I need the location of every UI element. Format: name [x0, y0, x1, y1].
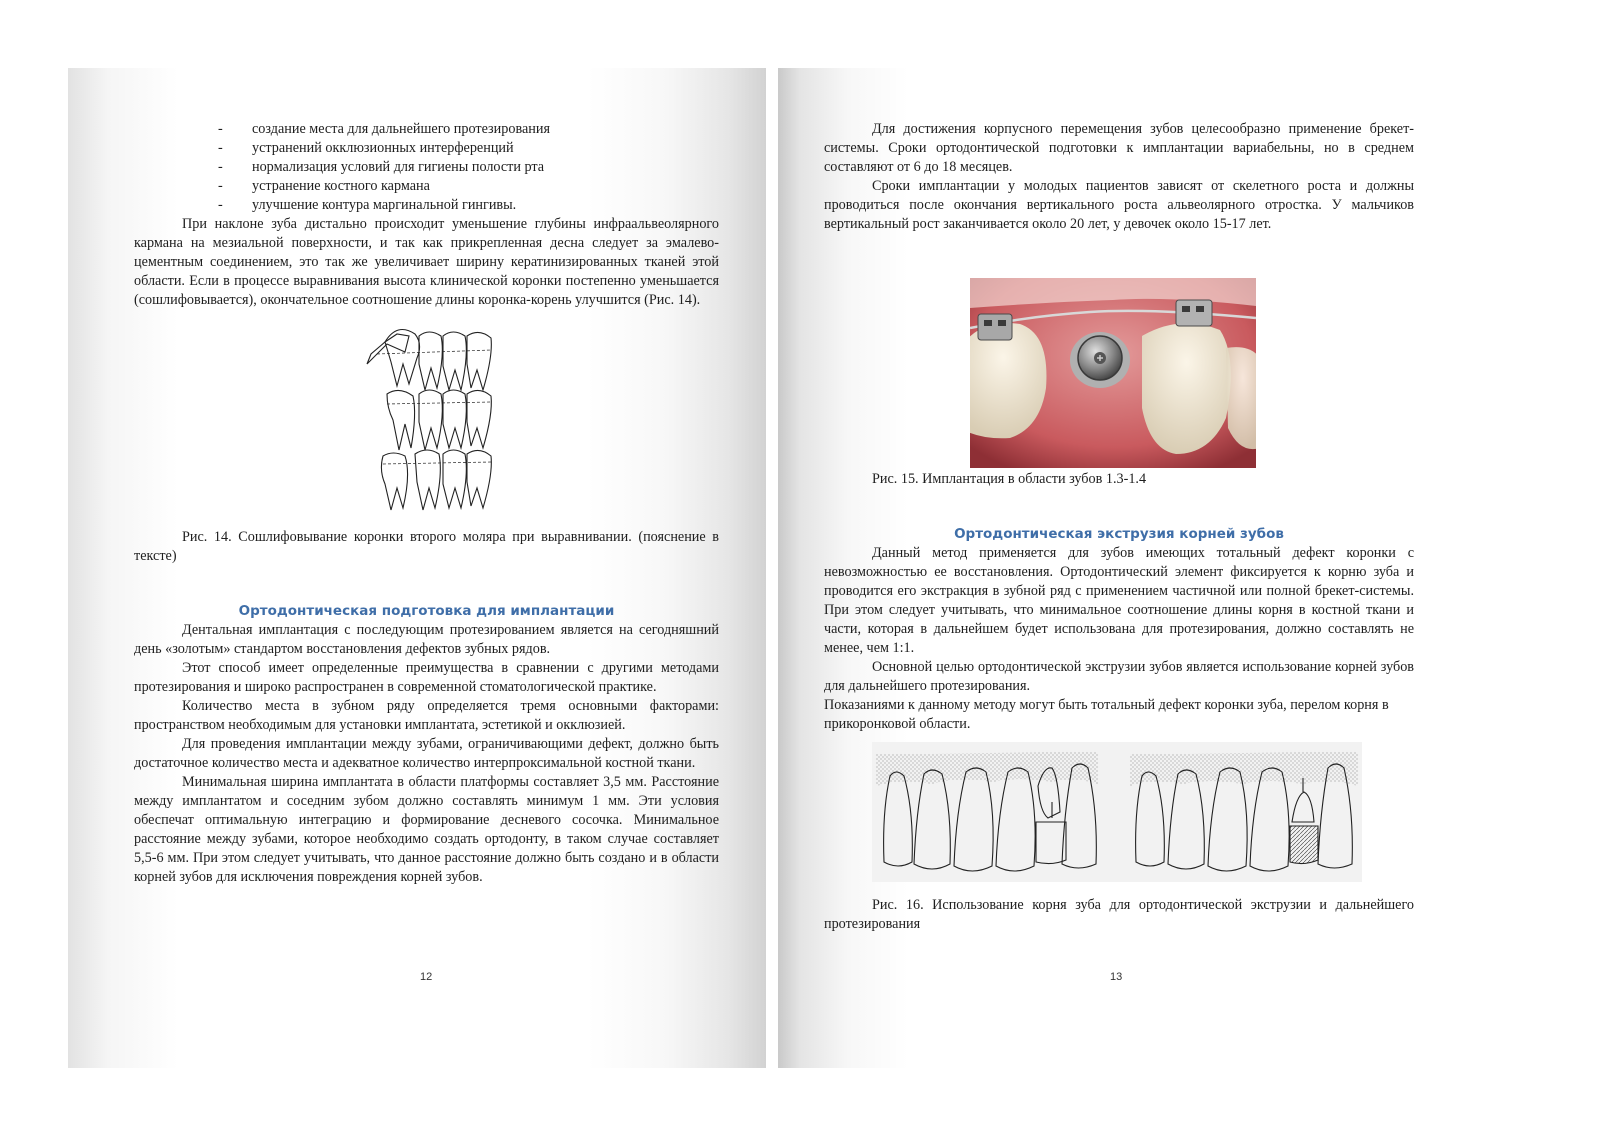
paragraph: При наклоне зуба дистально происходит уменьшение глубины инфраальвеолярного кармана на мезиальной поверхности, и так как прикрепленная десна следует за эмалево-цементным соединением, это так же увеличивает ширину кератинизированных тканей этой области. Если в процессе выравнивания высота клинической коронки постепенно уменьшается (сошлифовывается), окончательное соотношение длины коронка-корень улучшится (Рис. 14). [134, 216, 719, 308]
paragraph: Дентальная имплантация с последующим протезированием является на сегодняшний день «золотым» стандартом восстановления дефектов зубных рядов. [134, 622, 719, 657]
list-item: - нормализация условий для гигиены полости рта [218, 158, 719, 177]
list-item: - устранение костного кармана [218, 177, 719, 196]
figure-15-caption: Рис. 15. Имплантация в области зубов 1.3-1.4 [872, 471, 1147, 487]
paragraph: Для достижения корпусного перемещения зубов целесообразно применение брекет-системы. Сроки ортодонтической подготовки к имплантации вариабельны, но в среднем составляют от 6 до 18 месяцев. [824, 121, 1414, 175]
page-13 [778, 68, 1545, 1068]
page-number: 13 [1110, 971, 1123, 983]
figure-14-caption: Рис. 14. Сошлифовывание коронки второго моляра при выравнивании. (пояснение в тексте) [134, 529, 719, 564]
paragraph-indications: Показаниями к данному методу могут быть тотальный дефект коронки зуба, перелом корня в прикоронковой области. [824, 697, 1389, 732]
paragraph: Минимальная ширина имплантата в области платформы составляет 3,5 мм. Расстояние между имплантатом и соседним зубом должно составлять минимум 1 мм. Эти условия обеспечат оптимальную интеграцию и формирование десневого сосочка. Минимальное расстояние между зубами, которое необходимо создать ортодонту, в таком случае составляет 5,5-6 мм. При этом следует учитывать, что данное расстояние должно быть создано и в области корней зубов для исключения повреждения корней зубов. [134, 774, 719, 885]
page-number: 12 [420, 971, 433, 983]
figure-16-extrusion-diagram [872, 742, 1362, 882]
figure-14-molar-diagram [357, 324, 497, 514]
section-title-root-extrusion: Ортодонтическая экструзия корней зубов [954, 526, 1284, 542]
paragraph: Данный метод применяется для зубов имеющих тотальный дефект коронки с невозможностью ее восстановления. Ортодонтический элемент фиксируется к корню зуба и проводится его экстракция в зубной ряд с применением частичной или полной брекет-системы. При этом следует учитывать, что минимальное соотношение длины корня в костной ткани и части, которая в дальнейшем будет использована для протезирования, должно составлять не менее, чем 1:1. [824, 545, 1414, 656]
figure-16-caption: Рис. 16. Использование корня зуба для ортодонтической экструзии и дальнейшего протезирования [824, 897, 1414, 932]
paragraph: Основной целью ортодонтической экструзии зубов является использование корней зубов для дальнейшего протезирования. [824, 659, 1414, 694]
paragraph: Количество места в зубном ряду определяется тремя основными факторами: пространством необходимым для установки имплантата, эстетикой и окклюзией. [134, 698, 719, 733]
page-12-text-column [134, 120, 719, 887]
list-item: - устранений окклюзионных интерференций [218, 139, 719, 158]
paragraph: Сроки имплантации у молодых пациентов зависят от скелетного роста и должны проводиться после окончания вертикального роста альвеолярного отростка. У мальчиков вертикальный рост заканчивается около 20 лет, у девочек около 15-17 лет. [824, 178, 1414, 232]
paragraph: Этот способ имеет определенные преимущества в сравнении с другими методами протезирования и широко распространен в современной стоматологической практике. [134, 660, 719, 695]
page-13-text-column [824, 120, 1414, 934]
goals-list [218, 120, 719, 215]
paragraph: Для проведения имплантации между зубами, ограничивающими дефект, должно быть достаточное количество места и адекватное количество интерпроксимальной костной ткани. [134, 736, 719, 771]
list-item: - создание места для дальнейшего протезирования [218, 120, 719, 139]
list-item: - улучшение контура маргинальной гингивы. [218, 196, 719, 215]
figure-15-implant-photo [970, 278, 1256, 468]
page-12 [68, 68, 766, 1068]
section-title-implant-prep: Ортодонтическая подготовка для имплантации [238, 603, 615, 619]
